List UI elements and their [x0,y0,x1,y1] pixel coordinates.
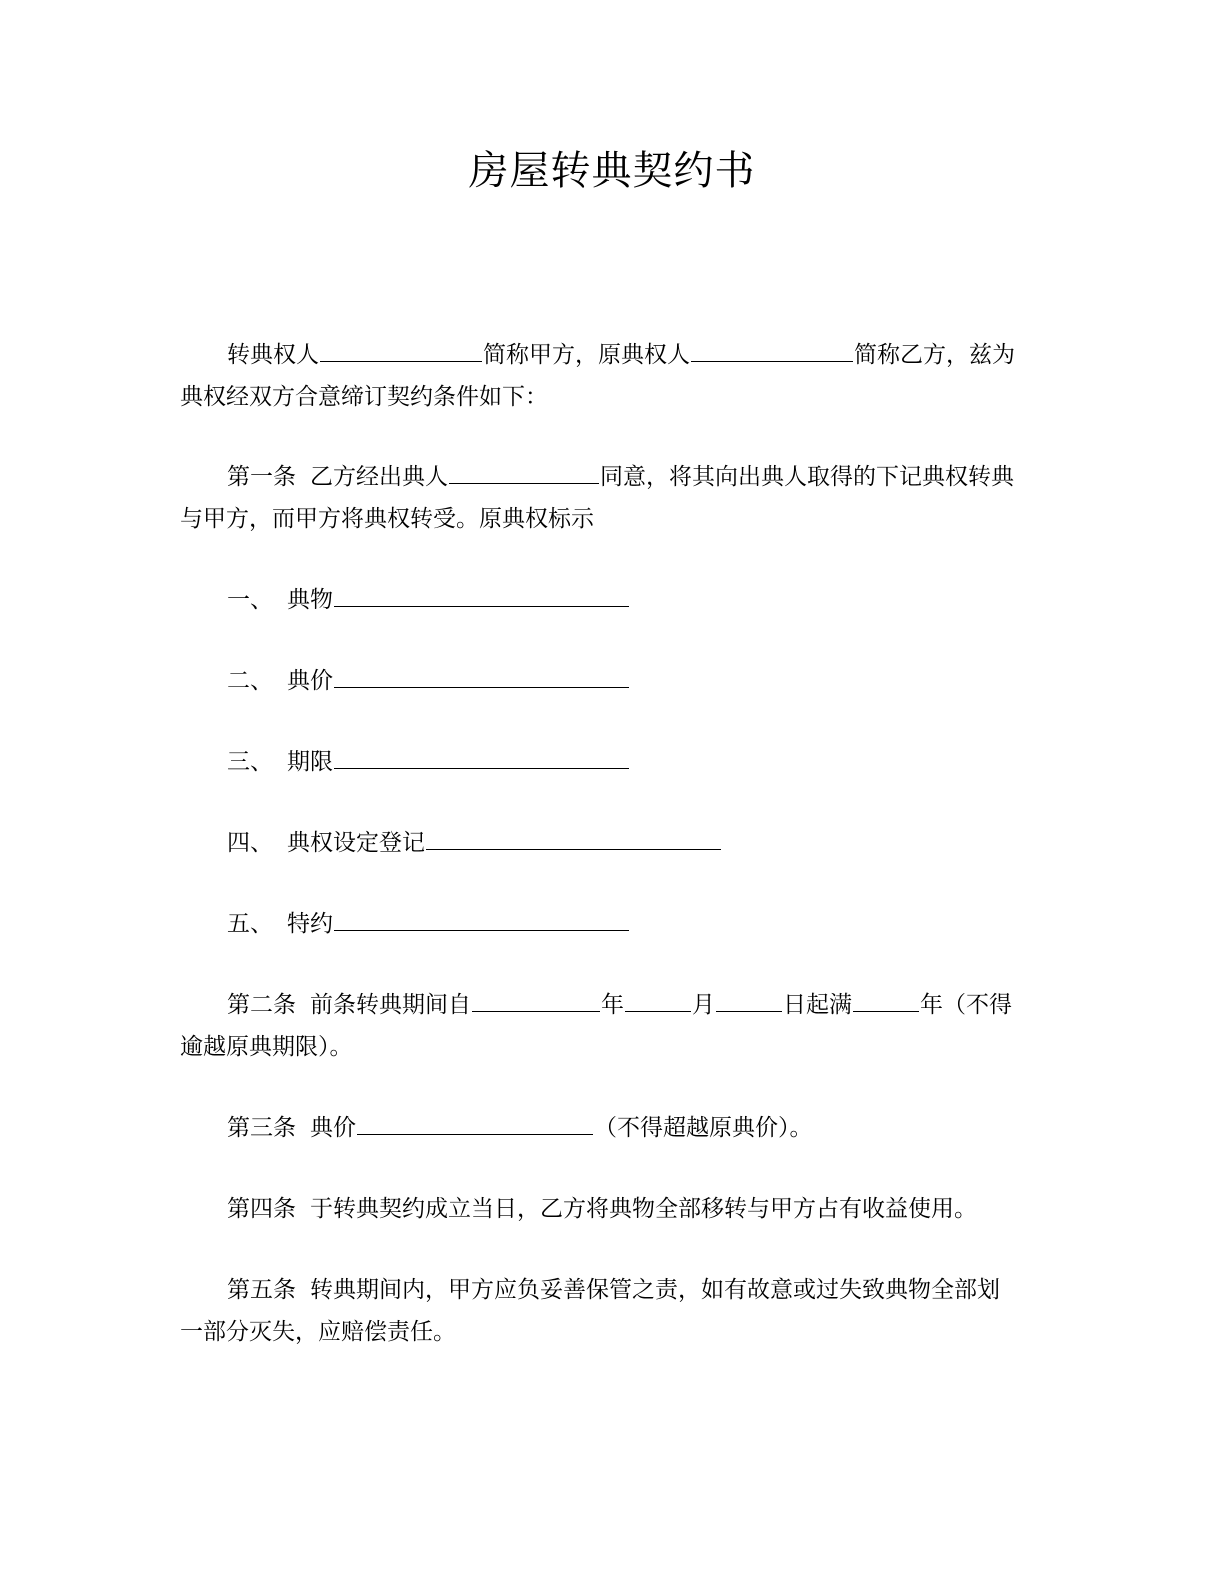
item-label: 典物 [287,587,333,613]
item-5 [227,904,630,944]
item-number: 二、 [227,668,273,694]
month-label: 月 [692,992,715,1018]
article-3-text-b: （不得超越原典价）。 [594,1115,813,1141]
start-year-blank[interactable] [472,985,600,1012]
article-5-text: 转典期间内，甲方应负妥善保管之责，如有故意或过失致典物全部划 [310,1277,1000,1303]
intro-line-2: 典权经双方合意缔订契约条件如下： [180,384,548,410]
transferee-blank[interactable] [320,335,482,362]
article-2-heading: 第二条 [227,992,296,1018]
item-number: 三、 [227,749,273,775]
article-2-text-b: 年（不得 [920,992,1012,1018]
item-label: 特约 [287,911,333,937]
intro-party-b-text: 简称乙方，兹为 [854,342,1015,368]
item-5-blank[interactable] [334,904,629,931]
article-3-text-a: 典价 [310,1115,356,1141]
intro-line-1 [227,335,1015,375]
item-2-blank[interactable] [334,661,629,688]
article-5-line-1 [227,1270,1000,1310]
item-label: 典权设定登记 [287,830,425,856]
item-4-blank[interactable] [426,823,721,850]
start-month-blank[interactable] [625,985,691,1012]
article-5-heading: 第五条 [227,1277,296,1303]
article-3-line [227,1108,813,1148]
article-1-text-b: 同意，将其向出典人取得的下记典权转典 [600,464,1014,490]
article-1-text-a: 乙方经出典人 [310,464,448,490]
original-holder-blank[interactable] [691,335,853,362]
article-1-line-2: 与甲方，而甲方将典权转受。原典权标示 [180,506,594,532]
item-1-blank[interactable] [334,580,629,607]
article-2-line-1 [227,985,1012,1025]
intro-party-a-text: 简称甲方，原典权人 [483,342,690,368]
item-4 [227,823,722,863]
article-2-text-a: 前条转典期间自 [310,992,471,1018]
article-2-line-2: 逾越原典期限）。 [180,1034,353,1060]
article-4-line [227,1189,977,1229]
item-number: 一、 [227,587,273,613]
article-3-heading: 第三条 [227,1115,296,1141]
document-title: 房屋转典契约书 [468,148,756,194]
item-3 [227,742,630,782]
item-1 [227,580,630,620]
article-1-heading: 第一条 [227,464,296,490]
price-blank[interactable] [357,1108,593,1135]
item-label: 典价 [287,668,333,694]
start-day-blank[interactable] [716,985,782,1012]
article-1-line-1 [227,457,1014,497]
year-label: 年 [601,992,624,1018]
item-number: 五、 [227,911,273,937]
article-5-line-2: 一部分灭失，应赔偿责任。 [180,1319,456,1345]
item-3-blank[interactable] [334,742,629,769]
article-4-text: 于转典契约成立当日，乙方将典物全部移转与甲方占有收益使用。 [310,1196,977,1222]
term-years-blank[interactable] [853,985,919,1012]
pledgor-blank[interactable] [449,457,599,484]
transferee-label: 转典权人 [227,342,319,368]
item-2 [227,661,630,701]
item-number: 四、 [227,830,273,856]
item-label: 期限 [287,749,333,775]
article-4-heading: 第四条 [227,1196,296,1222]
day-label: 日起满 [783,992,852,1018]
